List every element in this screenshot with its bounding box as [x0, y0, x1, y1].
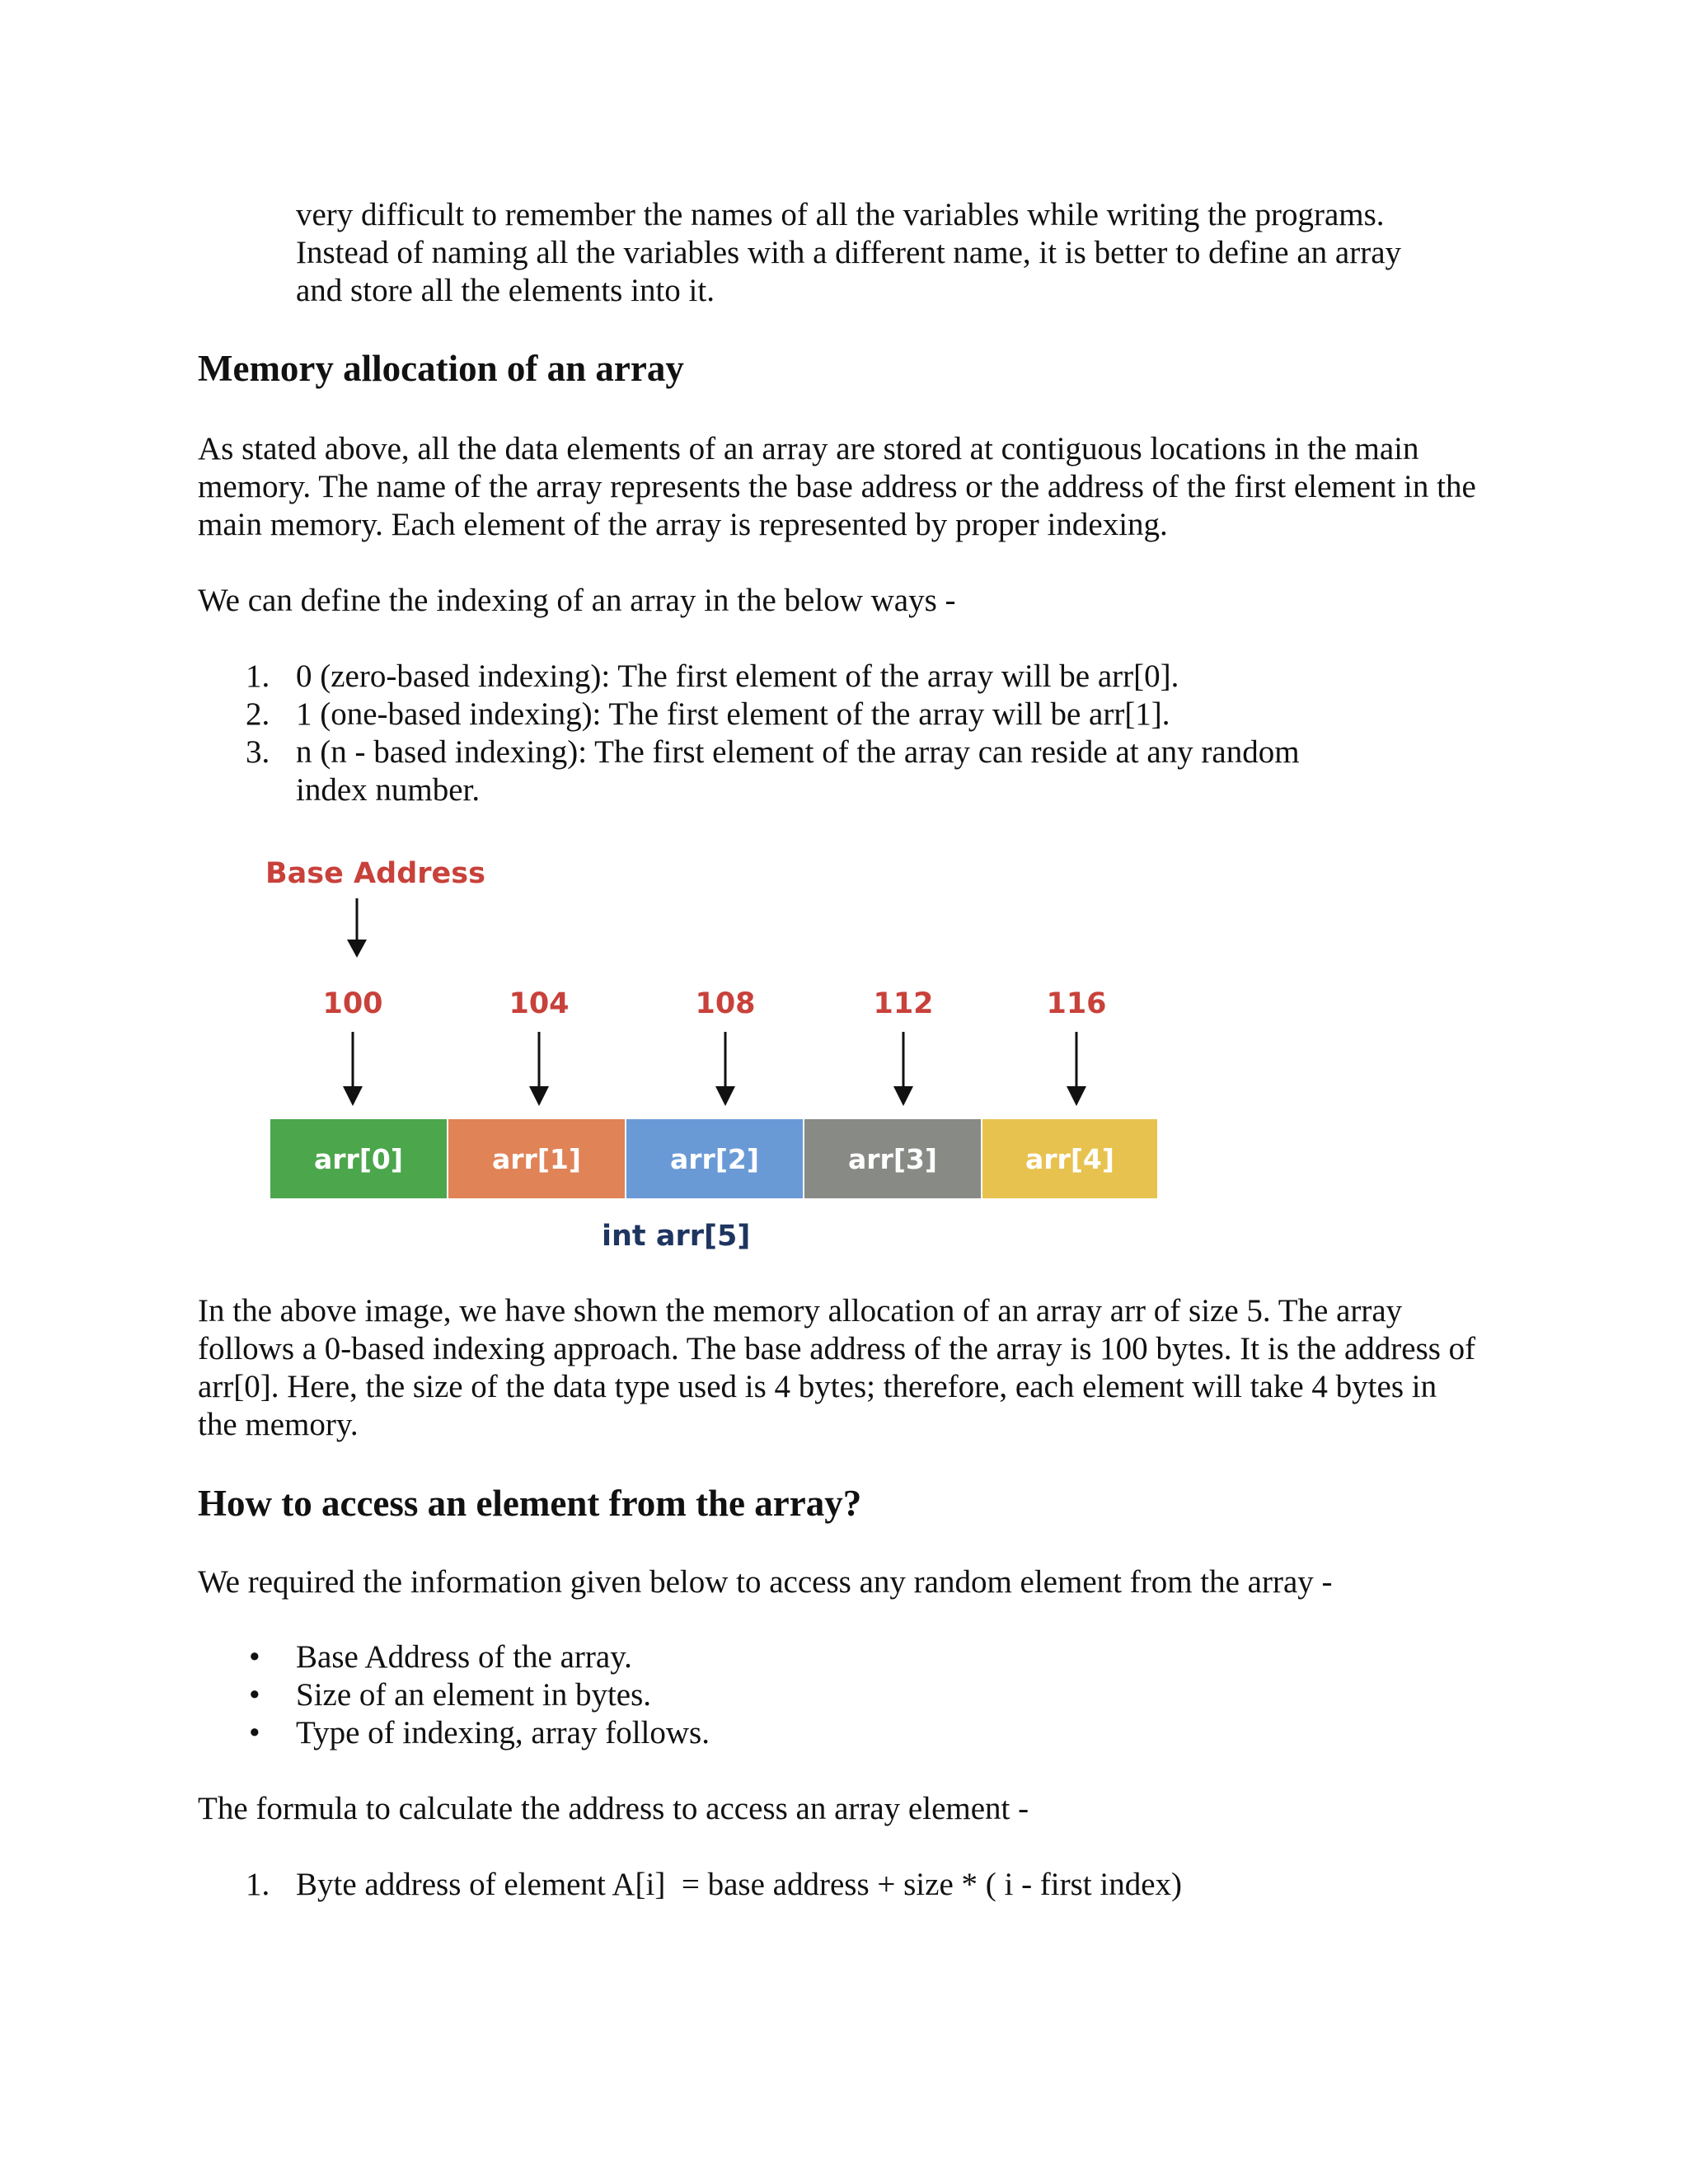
intro-line-3: and store all the elements into it.	[296, 273, 715, 308]
array-cell: arr[1]	[448, 1119, 625, 1198]
array-cell: arr[3]	[804, 1119, 981, 1198]
diagram-caption: int arr[5]	[602, 1220, 751, 1253]
paragraph-required-info: We required the information given below to access any random element from the array -	[198, 1564, 1333, 1600]
intro-line-2: Instead of naming all the variables with a different name, it is better to define an array	[296, 235, 1402, 270]
array-cell: arr[4]	[982, 1119, 1157, 1198]
heading-access-element: How to access an element from the array?	[198, 1483, 862, 1524]
intro-line-1: very difficult to remember the names of all the variables while writing the programs.	[296, 197, 1385, 232]
list-item: • Size of an element in bytes.	[249, 1677, 652, 1713]
formula-list	[198, 1866, 1484, 1904]
required-info-list	[198, 1638, 1484, 1752]
array-cell: arr[0]	[270, 1119, 447, 1198]
arrow-down-icon	[527, 1032, 551, 1106]
paragraph-diagram-explanation: In the above image, we have shown the memory allocation of an array arr of size 5. The array follows a 0-based indexing approach. The base address of the array is 100 bytes. It is the address of arr[0]. Here, the size of the data type used is 4 bytes; therefore, each element will take 4 bytes in the memory.	[198, 1293, 1476, 1442]
arrow-down-icon	[713, 1032, 738, 1106]
address-formula: Byte address of element A[i] = base address + size * ( i - first index)	[296, 1867, 1183, 1902]
array-cell: arr[2]	[626, 1119, 803, 1198]
arrow-down-icon	[345, 898, 369, 958]
arrow-down-icon	[891, 1032, 916, 1106]
list-item: 1. 0 (zero-based indexing): The first element of the array will be arr[0].	[246, 658, 1179, 694]
heading-memory-allocation: Memory allocation of an array	[198, 348, 684, 389]
indexing-list	[198, 658, 1484, 809]
paragraph-memory-allocation: As stated above, all the data elements of an array are stored at contiguous locations in the main memory. The name of the array represents the base address or the address of the first element in the main memory. Each element of the array is represented by proper indexing.	[198, 431, 1476, 542]
list-item: 3. n (n - based indexing): The first element of the array can reside at any random index number.	[246, 734, 1300, 808]
arrow-down-icon	[340, 1032, 365, 1106]
paragraph-formula-intro: The formula to calculate the address to access an array element -	[198, 1791, 1029, 1826]
paragraph-indexing-ways: We can define the indexing of an array in the below ways -	[198, 583, 956, 618]
address-label: 116	[1046, 987, 1107, 1020]
base-address-label: Base Address	[265, 857, 485, 890]
list-item: • Type of indexing, array follows.	[249, 1715, 710, 1750]
list-item: • Base Address of the array.	[249, 1639, 632, 1675]
list-item: 2. 1 (one-based indexing): The first element of the array will be arr[1].	[246, 696, 1170, 732]
address-label: 104	[509, 987, 570, 1020]
address-label: 112	[873, 987, 934, 1020]
address-label: 108	[695, 987, 756, 1020]
array-memory-diagram	[264, 849, 1170, 1261]
list-item: 1. Byte address of element A[i] = base address + size * ( i - first index)	[246, 1867, 1183, 1902]
address-label: 100	[322, 987, 383, 1020]
arrow-down-icon	[1064, 1032, 1089, 1106]
